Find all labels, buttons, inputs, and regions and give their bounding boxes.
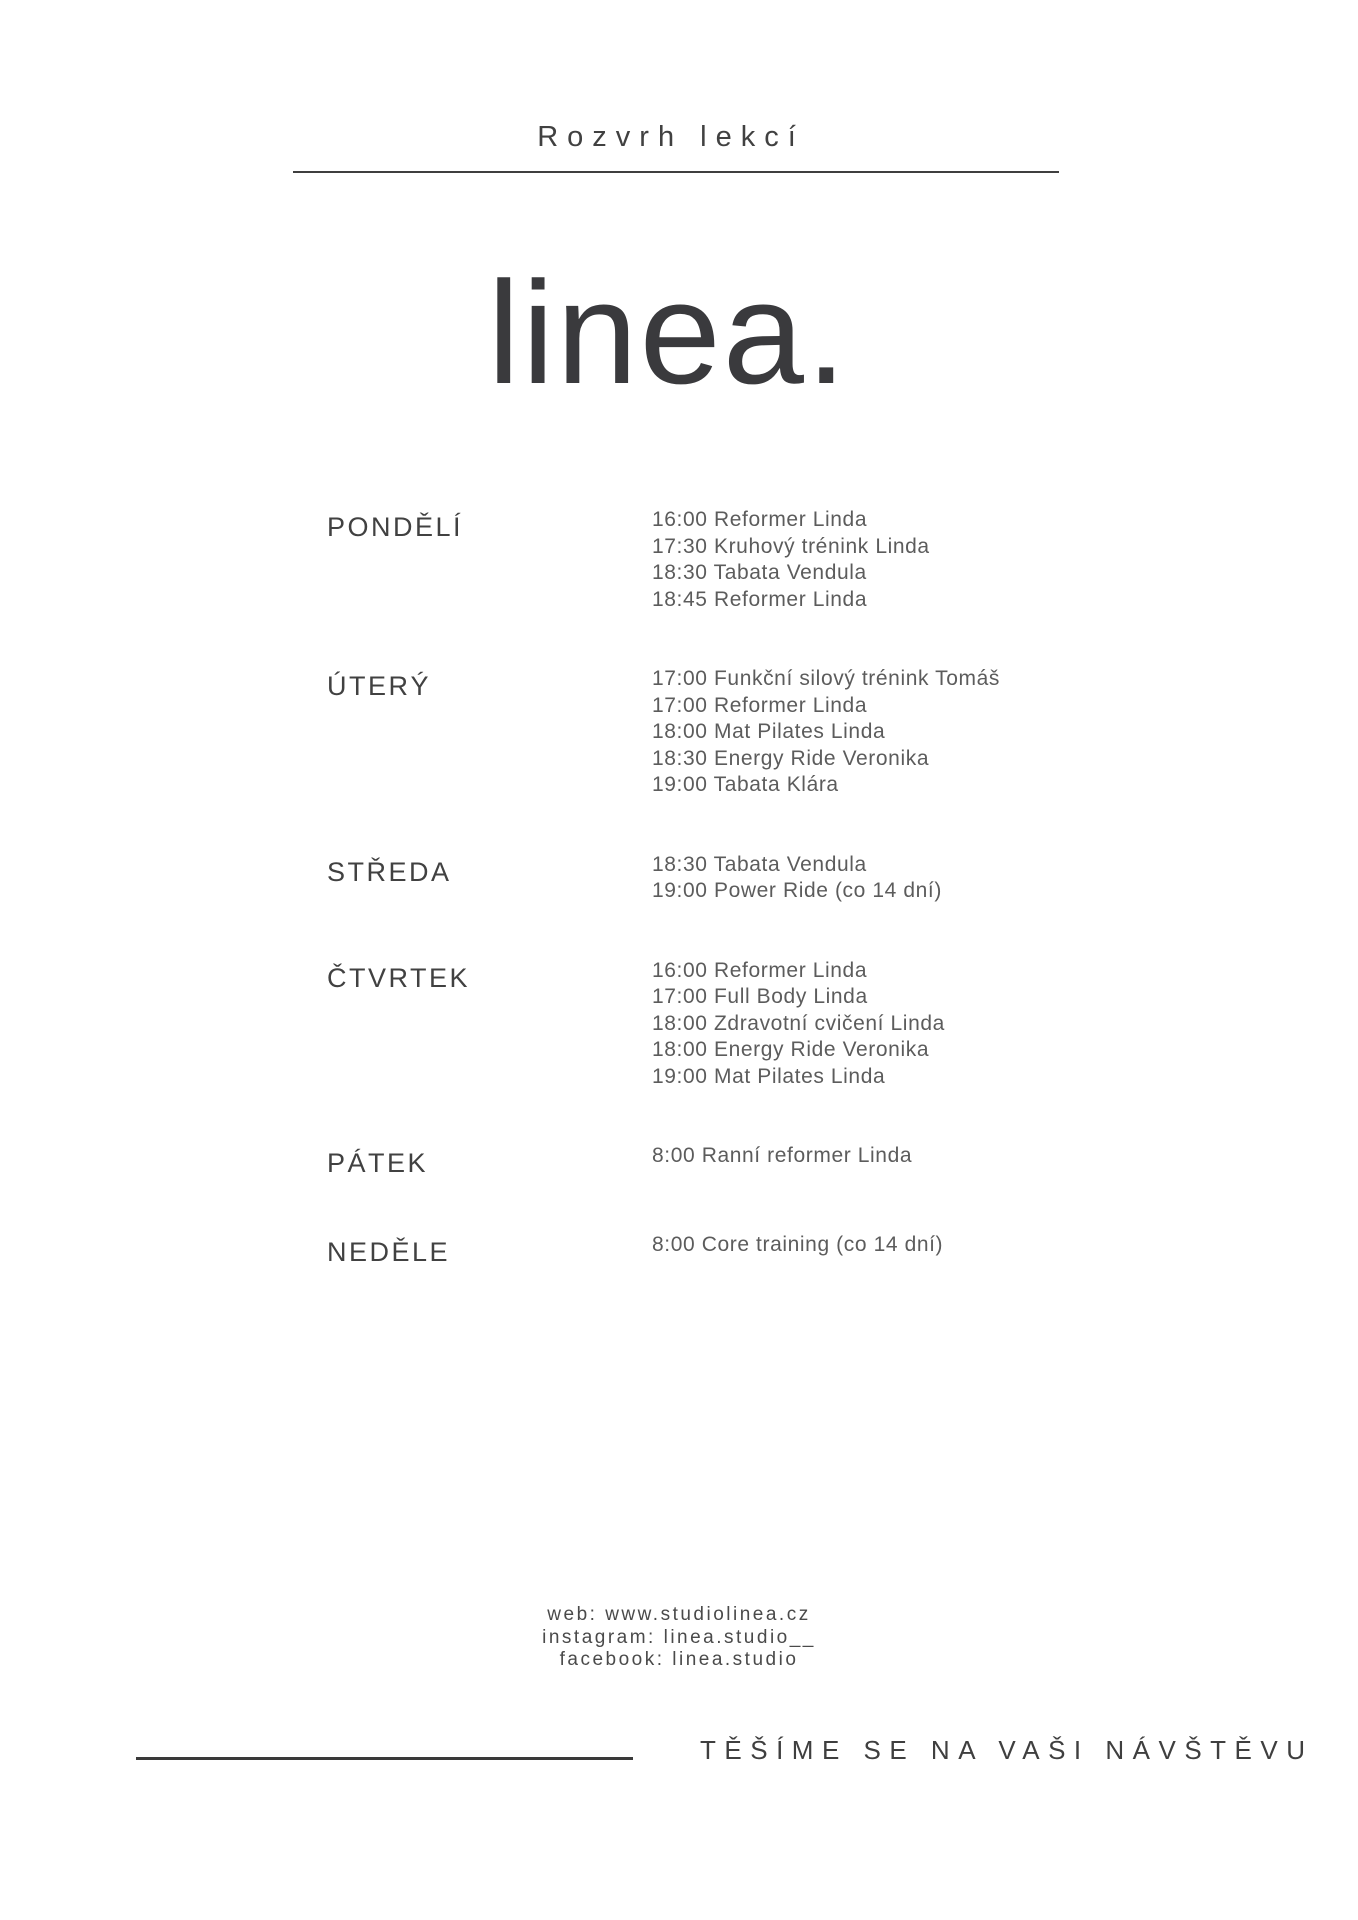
class-entry: 17:00 Reformer Linda [652,693,868,717]
class-entry: 18:45 Reformer Linda [652,587,868,611]
studio-logo: linea. [487,251,849,414]
class-entry: 18:30 Tabata Vendula [652,852,867,876]
class-entry: 8:00 Core training (co 14 dní) [652,1233,944,1256]
class-entry: 18:30 Tabata Vendula [652,561,867,584]
class-entry: 19:00 Power Ride (co 14 dní) [652,879,942,902]
day-label: ÚTERÝ [327,671,432,701]
class-entry: 17:30 Kruhový trénink Linda [652,534,930,558]
day-label: NEDĚLE [327,1237,451,1267]
class-entry: 18:00 Energy Ride Veronika [652,1038,930,1061]
class-entry: 18:00 Mat Pilates Linda [652,720,886,743]
footer-divider [136,1757,633,1760]
day-label: ČTVRTEK [327,962,471,993]
class-list [652,852,1298,905]
class-entry: 19:00 Mat Pilates Linda [652,1064,886,1088]
class-list [652,1232,1298,1268]
day-label: PÁTEK [327,1148,429,1178]
class-list [652,507,1298,613]
page-title: Rozvrh lekcí [537,121,805,153]
class-entry: 17:00 Full Body Linda [652,985,868,1008]
schedule-section-thursday [327,958,1298,1091]
contact-block [0,1604,1358,1672]
class-list [652,1143,1298,1179]
class-entry: 16:00 Reformer Linda [652,958,868,982]
weekly-schedule [327,507,1298,1321]
day-label: STŘEDA [327,856,452,887]
closing-message: TĚŠÍME SE NA VAŠI NÁVŠTĚVU [700,1735,1314,1765]
class-list [652,958,1298,1091]
class-list [652,666,1298,799]
contact-facebook: facebook: linea.studio [559,1649,799,1670]
class-entry: 19:00 Tabata Klára [652,773,839,796]
schedule-section-friday [327,1143,1298,1179]
class-entry: 17:00 Funkční silový trénink Tomáš [652,667,1001,690]
class-entry: 18:00 Zdravotní cvičení Linda [652,1011,945,1035]
contact-instagram: instagram: linea.studio__ [542,1626,816,1648]
class-entry: 16:00 Reformer Linda [652,508,868,531]
schedule-section-tuesday [327,666,1298,799]
schedule-section-wednesday [327,852,1298,905]
schedule-section-monday [327,507,1298,613]
contact-web: web: www.studiolinea.cz [547,1604,811,1625]
title-underline [293,171,1059,173]
class-entry: 8:00 Ranní reformer Linda [652,1144,913,1167]
day-label: PONDĚLÍ [327,512,464,542]
class-entry: 18:30 Energy Ride Veronika [652,746,930,770]
schedule-section-sunday [327,1232,1298,1268]
